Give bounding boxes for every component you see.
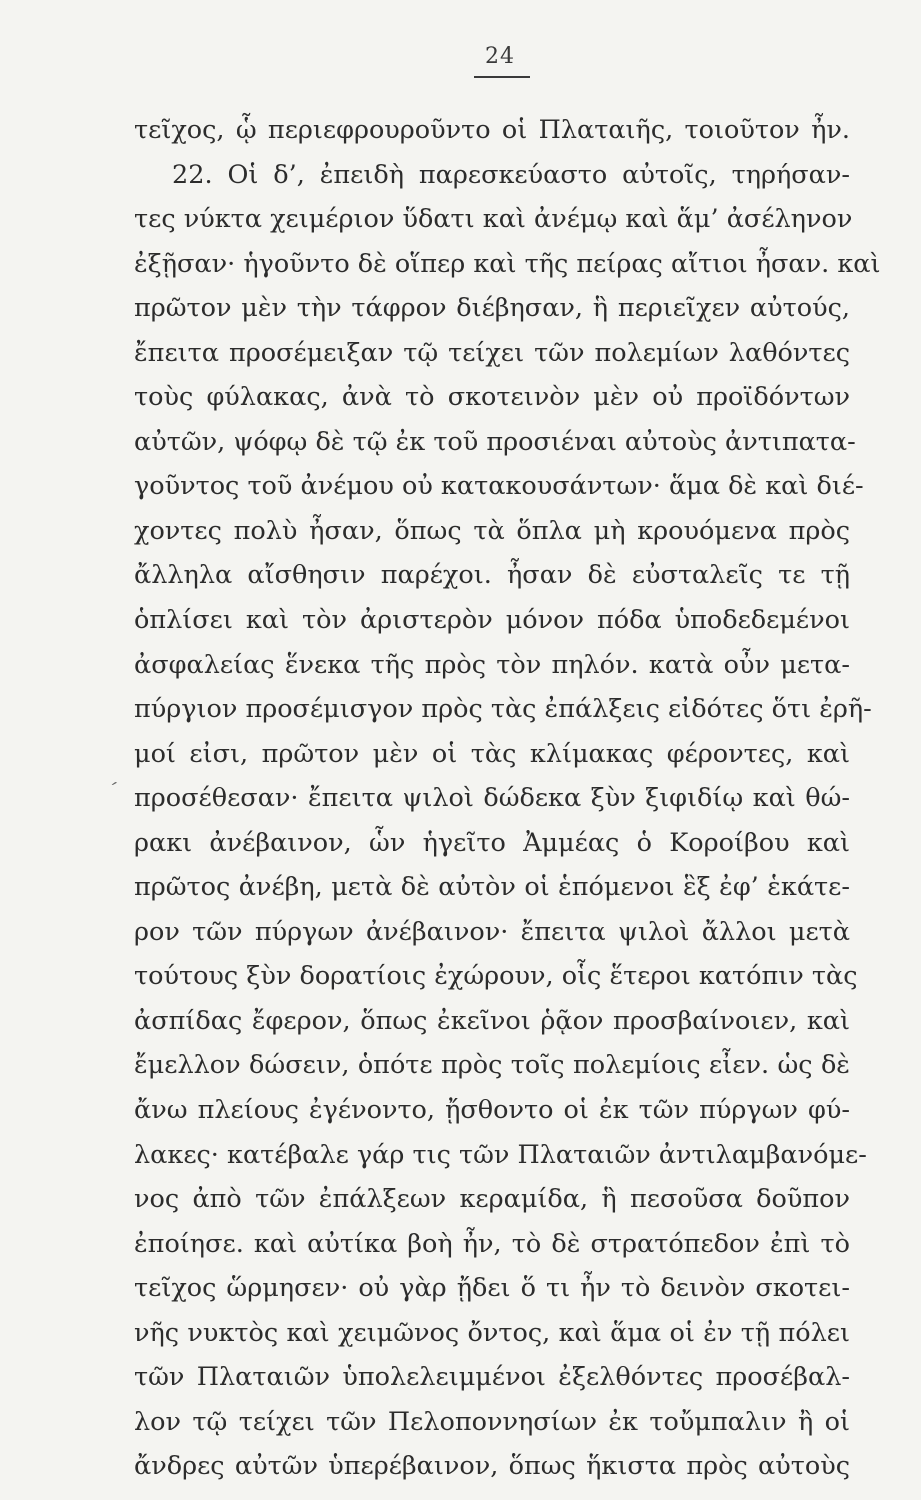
text-line: χοντες πολὺ ἦσαν, ὅπως τὰ ὅπλα μὴ κρουόμενα πρὸς [134, 515, 850, 546]
text-line: αὐτῶν, ψόφῳ δὲ τῷ ἐκ τοῦ προσιέναι αὐτοὺς ἀντιπατα- [134, 426, 856, 457]
text-line: πρῶτον μὲν τὴν τάφρον διέβησαν, ἣ περιεῖχεν αὐτούς, [134, 293, 850, 324]
text-line: λακες· κατέβαλε γάρ τις τῶν Πλαταιῶν ἀντιλαμβανόμε- [134, 1139, 867, 1170]
text-line: ἐξῇσαν· ἡγοῦντο δὲ οἵπερ καὶ τῆς πείρας αἴτιοι ἦσαν. καὶ [134, 248, 881, 279]
text-line: ἄνδρες αὐτῶν ὑπερέβαινον, ὅπως ἥκιστα πρὸς αὐτοὺς [134, 1451, 850, 1482]
text-line: λον τῷ τείχει τῶν Πελοποννησίων ἐκ τοὔμπαλιν ἢ οἱ [134, 1406, 850, 1437]
text-line: ρον τῶν πύργων ἀνέβαινον· ἔπειτα ψιλοὶ ἄλλοι μετὰ [134, 916, 850, 947]
text-line: νος ἀπὸ τῶν ἐπάλξεων κεραμίδα, ἣ πεσοῦσα δοῦπον [134, 1184, 850, 1215]
text-line: ρακι ἀνέβαινον, ὧν ἡγεῖτο Ἀμμέας ὁ Κοροίβου καὶ [134, 827, 850, 858]
text-line: ἀσπίδας ἔφερον, ὅπως ἐκεῖνοι ῥᾷον προσβαίνοιεν, καὶ [134, 1005, 850, 1036]
text-line: ἀσφαλείας ἕνεκα τῆς πρὸς τὸν πηλόν. κατὰ οὖν μετα- [134, 649, 850, 680]
text-line: τες νύκτα χειμέριον ὕδατι καὶ ἀνέμῳ καὶ ἅμ’ ἀσέληνον [134, 204, 853, 235]
text-line: γοῦντος τοῦ ἀνέμου οὐ κατακουσάντων· ἅμα δὲ καὶ διέ- [134, 471, 864, 502]
text-line: ἔπειτα προσέμειξαν τῷ τείχει τῶν πολεμίων λαθόντες [134, 337, 850, 368]
text-line: τεῖχος ὥρμησεν· οὐ γὰρ ᾔδει ὅ τι ἦν τὸ δεινὸν σκοτει- [134, 1273, 850, 1304]
text-line: ἄλληλα αἴσθησιν παρέχοι. ἦσαν δὲ εὐσταλεῖς τε τῇ [134, 560, 850, 591]
text-line: 22. Οἱ δ’, ἐπειδὴ παρεσκεύαστο αὐτοῖς, τηρήσαν- [172, 159, 850, 190]
text-line: τούτους ξὺν δορατίοις ἐχώρουν, οἷς ἕτεροι κατόπιν τὰς [134, 961, 858, 992]
text-line: ὁπλίσει καὶ τὸν ἀριστερὸν μόνον πόδα ὑποδεδεμένοι [134, 605, 850, 636]
body-text [134, 108, 881, 1489]
text-line: πρῶτος ἀνέβη, μετὰ δὲ αὐτὸν οἱ ἑπόμενοι ἓξ ἐφ’ ἑκάτε- [134, 872, 850, 903]
margin-tick-mark: ˊ [102, 777, 120, 803]
page-number-underline [474, 76, 530, 78]
text-line: νῆς νυκτὸς καὶ χειμῶνος ὄντος, καὶ ἅμα οἱ ἐν τῇ πόλει [134, 1317, 850, 1348]
page-number: 24 [485, 44, 515, 69]
text-line: ἄνω πλείους ἐγένοντο, ᾔσθοντο οἱ ἐκ τῶν πύργων φύ- [134, 1095, 850, 1126]
text-line: τοὺς φύλακας, ἀνὰ τὸ σκοτεινὸν μὲν οὐ προϊδόντων [134, 382, 850, 413]
text-line: πύργιον προσέμισγον πρὸς τὰς ἐπάλξεις εἰδότες ὅτι ἐρῆ- [134, 694, 872, 725]
text-line: ἔμελλον δώσειν, ὁπότε πρὸς τοῖς πολεμίοις εἶεν. ὡς δὲ [134, 1050, 850, 1081]
text-line: τῶν Πλαταιῶν ὑπολελειμμένοι ἐξελθόντες προσέβαλ- [134, 1362, 850, 1393]
text-line: ἐποίησε. καὶ αὐτίκα βοὴ ἦν, τὸ δὲ στρατόπεδον ἐπὶ τὸ [134, 1228, 850, 1259]
text-line: προσέθεσαν· ἔπειτα ψιλοὶ δώδεκα ξὺν ξιφιδίῳ καὶ θώ- [134, 783, 850, 814]
text-line: μοί εἰσι, πρῶτον μὲν οἱ τὰς κλίμακας φέροντες, καὶ [134, 738, 850, 769]
text-line: τεῖχος, ᾧ περιεφρουροῦντο οἱ Πλαταιῆς, τοιοῦτον ἦν. [134, 115, 850, 145]
